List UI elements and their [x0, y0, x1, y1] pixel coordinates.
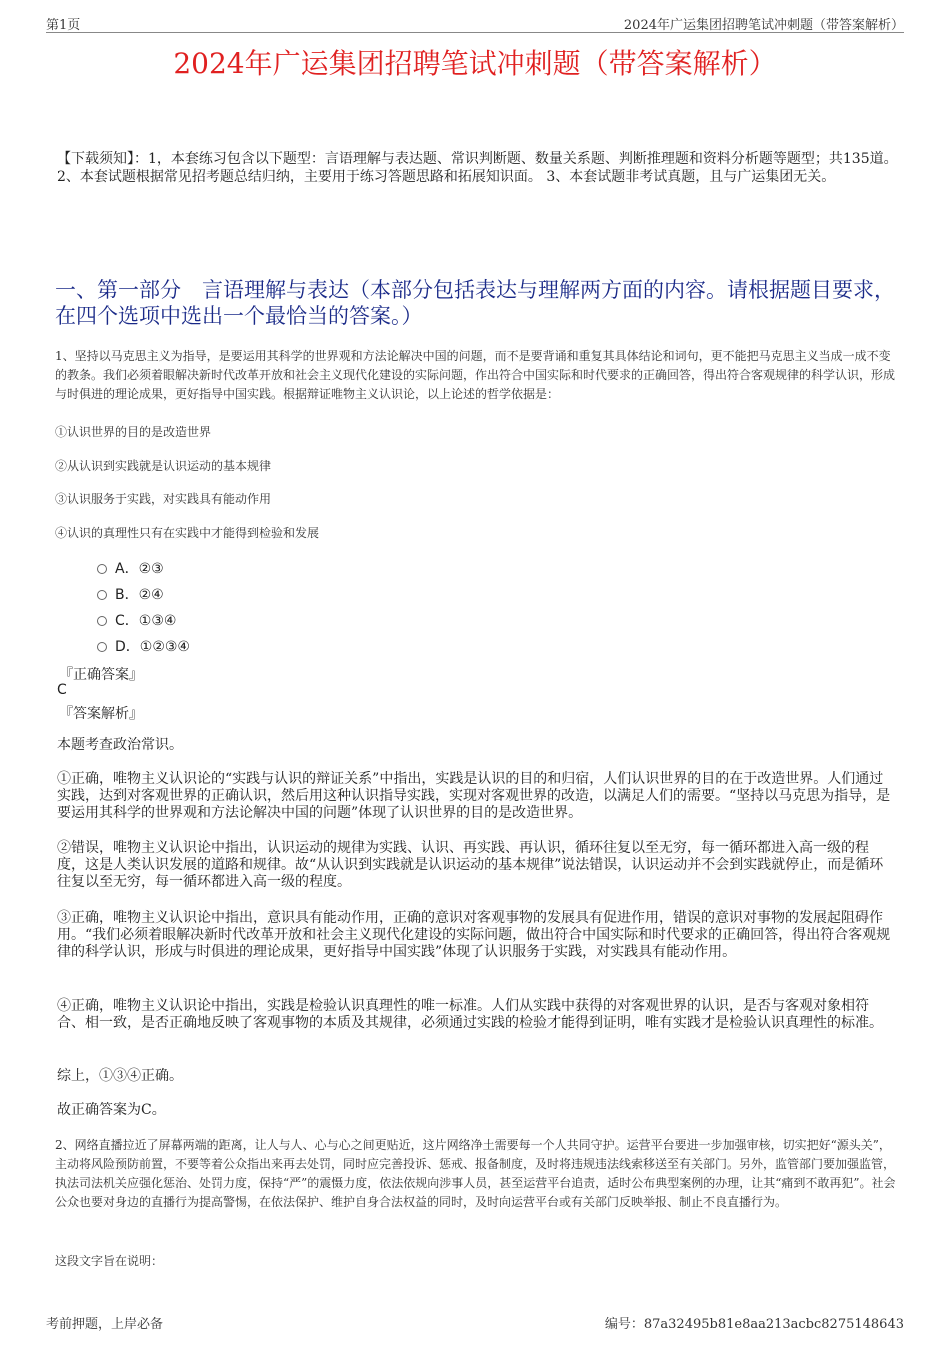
- page-number: 第1页: [46, 18, 81, 33]
- choice-a[interactable]: [97, 558, 164, 578]
- analysis-paragraph: ②错误，唯物主义认识论中指出，认识运动的规律为实践、认识、再实践、再认识，循环往复以至无穷，每一循环都进入高一级的程度，这是人类认识发展的道路和规律。故“从认识到实践就是认识运动的基本规律”说法错误，认识运动并不会到实践就停止，而是循环往复以至无穷，每一循环都进入高一级的程度。: [57, 840, 884, 890]
- answer-label: 『正确答案』: [59, 667, 143, 683]
- radio-icon[interactable]: [97, 616, 107, 626]
- question-1-stem: 1、坚持以马克思主义为指导，是要运用其科学的世界观和方法论解决中国的问题，而不是要背诵和重复其具体结论和词句，更不能把马克思主义当成一成不变的教条。我们必须着眼解决新时代改革开放和社会主义现代化建设的实际问题，作出符合中国实际和时代要求的正确回答，得出符合客观规律的科学认识，形成与时俱进的理论成果，更好指导中国实践。根据辩证唯物主义认识论，以上论述的哲学依据是：: [55, 349, 896, 401]
- question-2-stem: 2、网络直播拉近了屏幕两端的距离，让人与人、心与心之间更贴近，这片网络净土需要每一个人共同守护。运营平台要进一步加强审核，切实把好“源头关”，主动将风险预防前置，不要等着公众指出来再去处罚，同时应完善投诉、惩戒、报备制度，及时将违规违法线索移送至有关部门。另外，监管部门要加强监管，执法司法机关应强化惩治、处罚力度，保持“严”的震慑力度，依法依规向涉事人员，甚至运营平台追责，适时公布典型案例的办理，让其“痛到不敢再犯”。社会公众也要对身边的直播行为提高警惕，在依法保护、维护自身合法权益的同时，及时向运营平台或有关部门反映举报、制止不良直播行为。: [55, 1138, 896, 1209]
- choice-d-label: D．①②③④: [115, 639, 190, 655]
- statement-4: ④认识的真理性只有在实践中才能得到检验和发展: [55, 526, 320, 540]
- analysis-paragraph: ③正确，唯物主义认识论中指出，意识具有能动作用，正确的意识对客观事物的发展具有促进作用，错误的意识对事物的发展起阻碍作用。“我们必须着眼解决新时代改革开放和社会主义现代化建设的实际问题，做出符合中国实际和时代要求的正确回答，得出符合客观规律的科学认识，形成与时俱进的理论成果，更好指导中国实践”体现了认识服务于实践，对实践具有能动作用。: [57, 910, 891, 960]
- footer-slogan: 考前押题，上岸必备: [46, 1317, 164, 1332]
- choice-c-label: C．①③④: [115, 613, 177, 629]
- document-title: 2024年广运集团招聘笔试冲刺题（带答案解析）: [173, 47, 777, 80]
- choice-d[interactable]: [97, 636, 190, 656]
- statement-2: ②从认识到实践就是认识运动的基本规律: [55, 459, 272, 473]
- footer-doc-id: 编号：87a32495b81e8aa213acbc8275148643: [604, 1317, 904, 1332]
- analysis-label: 『答案解析』: [59, 706, 143, 722]
- download-notice: 【下载须知】：1，本套练习包含以下题型：言语理解与表达题、常识判断题、数量关系题、判断推理题和资料分析题等题型；共135道。 2、本套试题根据常见招考题总结归纳，主要用于练习答题思路和拓展知识面。 3、本套试题非考试真题，且与广运集团无关。: [57, 151, 898, 185]
- question-2-prompt: 这段文字旨在说明：: [55, 1254, 164, 1268]
- correct-answer: C: [57, 682, 67, 698]
- radio-icon[interactable]: [97, 642, 107, 652]
- analysis-paragraph: 故正确答案为C。: [57, 1102, 166, 1118]
- choice-a-label: A．②③: [115, 561, 164, 577]
- choice-c[interactable]: [97, 610, 176, 630]
- analysis-paragraph: ①正确，唯物主义认识论的“实践与认识的辩证关系”中指出，实践是认识的目的和归宿，人们认识世界的目的在于改造世界。人们通过实践，达到对客观世界的正确认识，然后用这种认识指导实践，实现对客观世界的改造，以满足人们的需要。“坚持以马克思为指导，是要运用其科学的世界观和方法论解决中国的问题”体现了认识世界的目的是改造世界。: [57, 771, 891, 821]
- radio-icon[interactable]: [97, 590, 107, 600]
- analysis-paragraph: 本题考查政治常识。: [57, 737, 183, 753]
- choice-b-label: B．②④: [115, 587, 164, 603]
- statement-3: ③认识服务于实践，对实践具有能动作用: [55, 492, 272, 506]
- radio-icon[interactable]: [97, 564, 107, 574]
- analysis-paragraph: 综上，①③④正确。: [57, 1068, 183, 1084]
- analysis-paragraph: ④正确，唯物主义认识论中指出，实践是检验认识真理性的唯一标准。人们从实践中获得的对客观世界的认识，是否与客观对象相符合、相一致，是否正确地反映了客观事物的本质及其规律，必须通过实践的检验才能得到证明，唯有实践才是检验认识真理性的标准。: [57, 998, 883, 1031]
- statement-1: ①认识世界的目的是改造世界: [55, 425, 212, 439]
- choice-b[interactable]: [97, 584, 164, 604]
- page-header: [46, 10, 904, 33]
- section-heading: 一、第一部分 言语理解与表达（本部分包括表达与理解两方面的内容。请根据题目要求，在四个选项中选出一个最恰当的答案。）: [55, 278, 895, 328]
- header-doc-title: 2024年广运集团招聘笔试冲刺题（带答案解析）: [623, 18, 904, 33]
